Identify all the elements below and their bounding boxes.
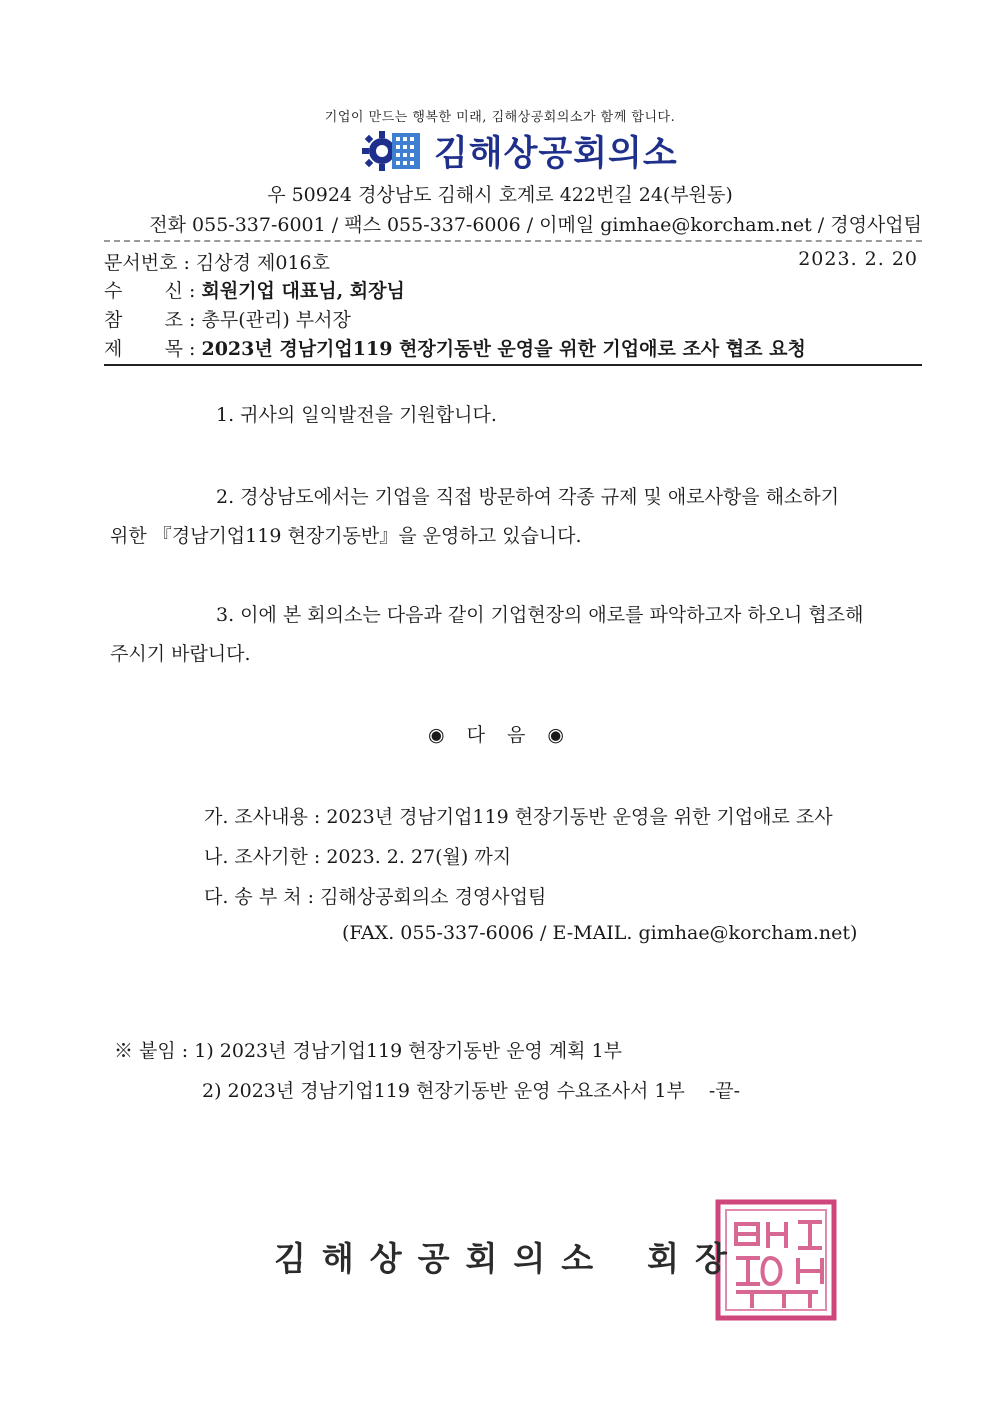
detail-c-value: 김해상공회의소 경영사업팀 xyxy=(320,886,547,908)
reference-row: 참 조 : 총무(관리) 부서장 xyxy=(104,305,351,332)
detail-b-label: 나. 조사기한 xyxy=(204,846,308,868)
detail-c-contact: (FAX. 055-337-6006 / E-MAIL. gimhae@korcham.net) xyxy=(342,922,858,944)
attachment-item-2: 2) 2023년 경남기업119 현장기동반 운영 수요조사서 1부 xyxy=(202,1080,685,1102)
attachment-row-2 xyxy=(202,1076,740,1103)
reference: 총무(관리) 부서장 xyxy=(201,309,351,331)
doc-number: 김상경 제016호 xyxy=(195,252,330,274)
recipient-label: 수 신 xyxy=(104,280,183,302)
recipient-row: 수 신 : 회원기업 대표님, 회장님 xyxy=(104,276,405,303)
subject: 2023년 경남기업119 현장기동반 운영을 위한 기업애로 조사 협조 요청 xyxy=(201,338,806,360)
detail-a-value: 2023년 경남기업119 현장기동반 운영을 위한 기업애로 조사 xyxy=(326,806,833,828)
org-address: 우 50924 경상남도 김해시 호계로 422번길 24(부원동) xyxy=(267,184,733,206)
detail-c: 다. 송 부 처 : 김해상공회의소 경영사업팀 xyxy=(204,886,547,908)
org-logo xyxy=(362,126,678,176)
detail-a-label: 가. 조사내용 xyxy=(204,806,308,828)
detail-a: 가. 조사내용 : 2023년 경남기업119 현장기동반 운영을 위한 기업애로 조사 xyxy=(204,806,833,828)
closing-signature xyxy=(274,1233,743,1280)
detail-b-value: 2023. 2. 27(월) 까지 xyxy=(326,846,512,868)
letterhead-tagline: 기업이 만드는 행복한 미래, 김해상공회의소가 함께 합니다. xyxy=(324,110,676,125)
doc-number-label: 문서번호 xyxy=(104,252,178,274)
paragraph-2-line2: 위한 『경남기업119 현장기동반』을 운영하고 있습니다. xyxy=(110,525,582,547)
detail-c-label: 다. 송 부 처 xyxy=(204,886,302,908)
paragraph-2-line1: 2. 경상남도에서는 기업을 직접 방문하여 각종 규제 및 애로사항을 해소하기 xyxy=(216,486,840,508)
attachment-item-1: 1) 2023년 경남기업119 현장기동반 운영 계획 1부 xyxy=(194,1040,623,1062)
header-divider xyxy=(104,240,922,242)
subject-rule xyxy=(104,364,922,366)
org-name-logo-text: 김해상공회의소 xyxy=(434,134,678,174)
doc-date: 2023. 2. 20 xyxy=(798,248,918,270)
closing-org: 김해상공회의소 xyxy=(274,1239,610,1278)
closing-title: 회장 xyxy=(647,1239,743,1278)
attachment-label: ※ 붙임 : xyxy=(114,1040,189,1062)
subject-row: 제 목 : 2023년 경남기업119 현장기동반 운영을 위한 기업애로 조사 협조 요청 xyxy=(104,334,806,361)
recipient: 회원기업 대표님, 회장님 xyxy=(201,280,405,302)
paragraph-3-line1: 3. 이에 본 회의소는 다음과 같이 기업현장의 애로를 파악하고자 하오니 협조해 xyxy=(216,604,864,626)
reference-label: 참 조 xyxy=(104,309,183,331)
paragraph-3-line2: 주시기 바랍니다. xyxy=(110,643,251,665)
end-mark: -끝- xyxy=(708,1080,741,1102)
gear-logo-icon xyxy=(362,127,422,175)
next-heading: ◉ 다 음 ◉ xyxy=(428,724,572,746)
org-contact: 전화 055-337-6001 / 팩스 055-337-6006 / 이메일 gimhae@korcham.net / 경영사업팀 xyxy=(149,214,922,236)
detail-b: 나. 조사기한 : 2023. 2. 27(월) 까지 xyxy=(204,846,512,868)
attachment-row-1 xyxy=(114,1036,622,1063)
subject-label: 제 목 xyxy=(104,338,183,360)
doc-number-row: 문서번호 : 김상경 제016호 xyxy=(104,252,330,274)
paragraph-1: 1. 귀사의 일익발전을 기원합니다. xyxy=(216,404,497,426)
